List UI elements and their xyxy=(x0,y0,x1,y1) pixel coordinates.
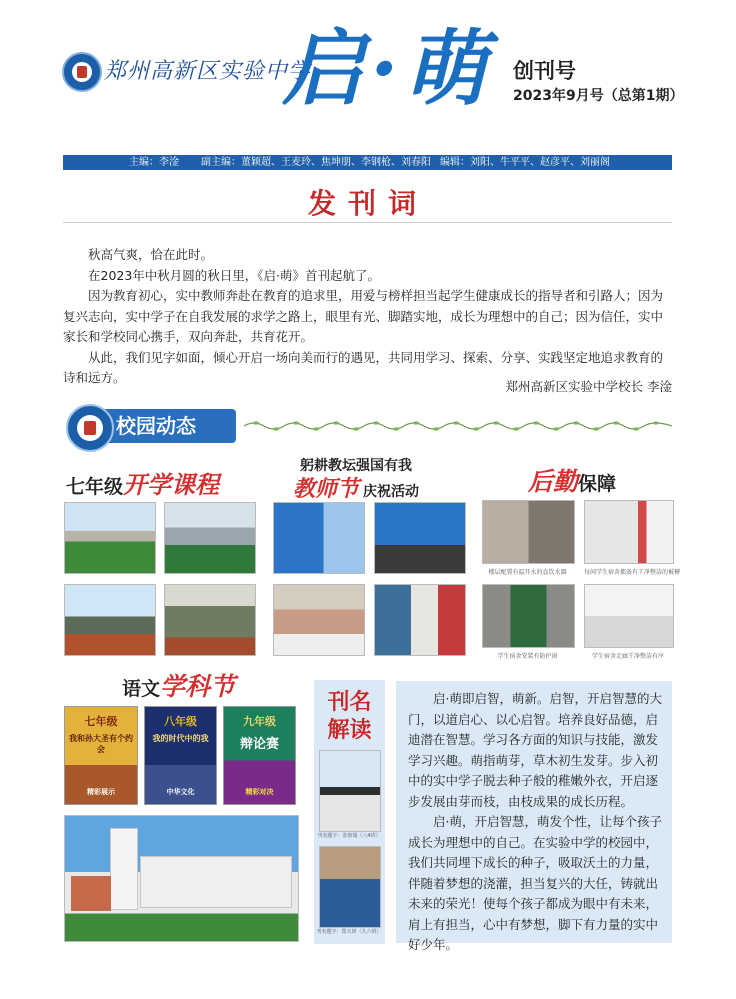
caption-corridor: 学生宿舍走廊干净整洁有序 xyxy=(591,653,664,660)
poster-grade7 xyxy=(64,706,138,805)
editors-bar xyxy=(63,155,672,170)
photo-dorm-window xyxy=(482,584,575,648)
poster-footer: 中华文化 xyxy=(166,788,195,796)
foreword-paragraph: 秋高气爽，恰在此时。 xyxy=(88,247,214,262)
photo-caption-2: 刊名题字：郑天妍（九六班） xyxy=(316,929,382,935)
col2-heading-line1: 躬耕教坛强国有我 xyxy=(300,458,412,474)
photo-military-training xyxy=(64,584,156,656)
photo-teacher-speech xyxy=(374,502,466,574)
photo-calligrapher-2 xyxy=(319,846,381,928)
issue-title: 创刊号 xyxy=(513,59,576,83)
masthead-explain-paragraph: 启·萌，开启智慧，萌发个性，让每个孩子成长为理想中的自己。在实验中学的校园中，我们共同埋下成长的种子，吸取沃土的力量，伴随着梦想的浇灌，担当复兴的大任，铸就出未来的荣光！使每个孩子都成为眼中有未来，肩上有担当，心中有梦想，脚下有力量的实中好少年。 xyxy=(408,814,662,952)
school-name: 郑州高新区实验中学 xyxy=(104,59,312,84)
foreword-body xyxy=(63,245,674,389)
poster-footer: 精彩对决 xyxy=(245,788,274,796)
photo-audience xyxy=(273,584,365,656)
poster-title: 九年级 xyxy=(243,715,276,728)
vine-divider xyxy=(244,420,672,432)
deputy-editors: 副主编：董颖超、王麦玲、焦坤朋、李钢枪、刘春阳 xyxy=(201,157,431,168)
col1-prefix: 七年级 xyxy=(66,476,124,498)
photo-teacher-stage xyxy=(273,502,365,574)
col2-heading-line2 xyxy=(293,472,419,503)
masthead-title: 启·萌 xyxy=(282,21,493,117)
caption-window: 学生宿舍安装有防护窗 xyxy=(497,653,558,660)
col3-red: 后勤 xyxy=(528,467,579,496)
masthead-explain-title-line2: 解读 xyxy=(327,717,372,743)
masthead-explain-title-line1: 刊名 xyxy=(327,689,372,715)
photo-caption-1: 刊名题字：张惠瑞（八4班） xyxy=(317,833,381,839)
chief-editor: 主编：李淦 xyxy=(129,157,179,168)
col1-heading xyxy=(66,465,219,500)
photo-campus-building xyxy=(64,815,299,942)
chinese-fest-red: 学科节 xyxy=(160,672,236,701)
chinese-fest-heading xyxy=(122,667,235,703)
col2-red: 教师节 xyxy=(293,476,360,502)
col3-heading xyxy=(528,462,616,498)
section-logo-icon xyxy=(66,404,114,452)
poster-title: 八年级 xyxy=(164,715,197,728)
col3-suffix: 保障 xyxy=(578,473,617,495)
foreword-paragraph: 从此，我们见字如面，倾心开启一场向美而行的遇见，共同用学习、探索、分享、实践坚定地追求教育的诗和远方。 xyxy=(63,349,664,385)
poster-subtitle: 我和孙大圣有个约会 xyxy=(69,734,133,754)
masthead-explain-paragraph: 启·萌即启智，萌新。启智，开启智慧的大门，以道启心、以心启智。培养良好品德，启迪潜在智慧。学习各方面的知识与技能，激发学习兴趣。萌指萌芽，草木初生发芽。步入初中的实中学子脱去种子般的稚嫩外衣，开启逐步发展由芽而枝，由枝成果的成长历程。 xyxy=(408,691,662,809)
foreword-title: 发刊词 xyxy=(307,187,428,220)
masthead-explain-title xyxy=(320,688,379,744)
poster-subtitle: 辩论赛 xyxy=(239,737,279,752)
caption-bedding: 每间学生宿舍都备有干净整洁的被褥 xyxy=(584,569,681,576)
photo-calligrapher-1 xyxy=(319,750,381,832)
chinese-fest-prefix: 语文 xyxy=(122,678,161,700)
photo-water-dispenser xyxy=(482,500,575,564)
section-banner: 校园动态 xyxy=(98,409,236,443)
editors-list: 编辑：刘阳、牛平平、赵彦平、刘丽阁 xyxy=(440,157,610,168)
masthead-explain-text xyxy=(396,681,672,952)
poster-subtitle: 我的时代中的我 xyxy=(152,734,209,743)
foreword-signature: 郑州高新区实验中学校长 李淦 xyxy=(505,379,672,394)
caption-water: 楼层配置有温开水的直饮水器 xyxy=(488,569,567,576)
issue-date: 2023年9月号（总第1期） xyxy=(513,88,684,104)
school-logo xyxy=(62,52,102,92)
photo-students-field xyxy=(164,502,256,574)
photo-drill xyxy=(164,584,256,656)
col2-suffix: 庆祝活动 xyxy=(363,484,420,500)
col1-red: 开学课程 xyxy=(123,470,220,499)
photo-dorm-bedding xyxy=(584,500,674,564)
divider xyxy=(63,222,672,223)
photo-opening-ceremony xyxy=(64,502,156,574)
poster-grade9 xyxy=(223,706,296,805)
photo-dorm-corridor xyxy=(584,584,674,648)
photo-award xyxy=(374,584,466,656)
foreword-paragraph: 因为教育初心，实中教师奔赴在教育的追求里，用爱与榜样担当起学生健康成长的指导者和引路人；因为复兴志向，实中学子在自我发展的求学之路上，眼里有光、脚踏实地，成长为理想中的自己；因为信任，实中家长和学校同心携手，双向奔赴，共育花开。 xyxy=(63,288,664,344)
poster-grade8 xyxy=(144,706,217,805)
poster-title: 七年级 xyxy=(84,715,118,728)
poster-footer: 精彩展示 xyxy=(87,788,115,796)
foreword-paragraph: 在2023年中秋月圆的秋日里，《启·萌》首刊起航了。 xyxy=(88,267,381,283)
